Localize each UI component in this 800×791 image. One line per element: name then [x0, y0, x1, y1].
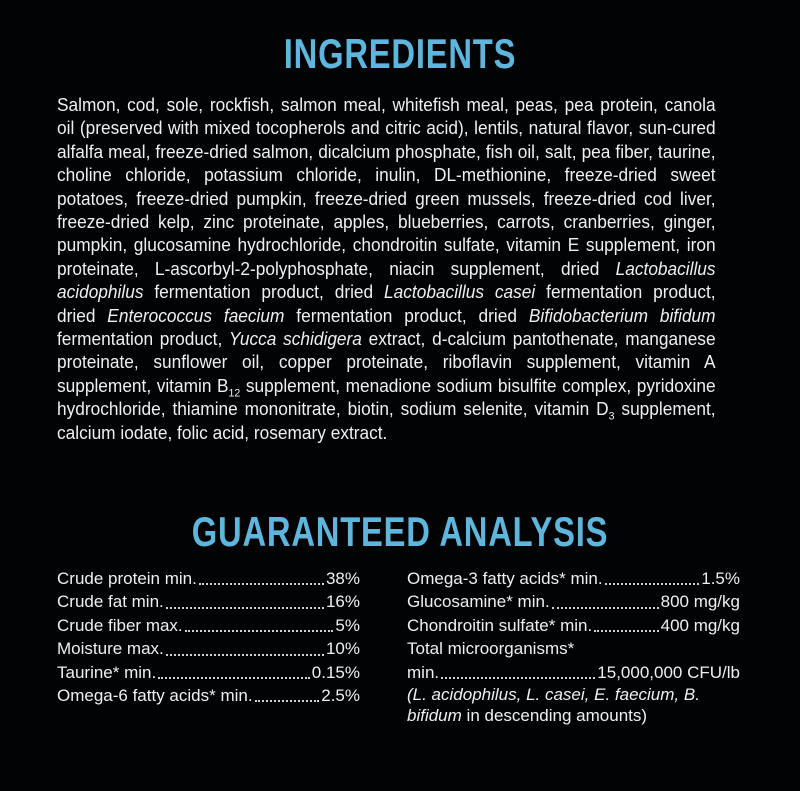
analysis-label: Omega-6 fatty acids* min.	[57, 686, 253, 706]
microorganisms-note	[407, 684, 740, 726]
analysis-row	[407, 661, 740, 684]
ingredients-heading: INGREDIENTS	[283, 30, 517, 77]
note-rest: in descending amounts)	[461, 706, 648, 726]
analysis-label: min.	[407, 662, 440, 682]
ingredient-italic-text: Lactobacillus acidophilus	[57, 258, 716, 303]
leader-dots	[199, 583, 324, 585]
ingredient-italic-text: Enterococcus faecium	[107, 305, 285, 326]
ingredient-text: fermentation product, dried	[284, 305, 529, 326]
analysis-label: Glucosamine* min.	[407, 592, 550, 612]
note-line: (L. acidophilus, L. casei, E. faecium, B.	[407, 685, 700, 705]
analysis-row	[57, 661, 360, 684]
subscript: 12	[228, 387, 241, 400]
analysis-label: Omega-3 fatty acids* min.	[407, 569, 603, 588]
analysis-label: Moisture max.	[57, 639, 164, 659]
analysis-value: 38%	[325, 569, 360, 588]
subscript: 3	[608, 410, 615, 423]
analysis-value: 400 mg/kg	[660, 615, 740, 635]
note-line	[407, 705, 740, 726]
ingredients-list	[57, 94, 716, 445]
ingredient-italic-text: Yucca schidigera	[229, 329, 362, 350]
leader-dots	[255, 700, 320, 702]
ingredient-text: extract, d-calcium pantothenate, manganese proteinate, sunflower oil, copper proteinate, riboflavin supplement, vitamin A supplement, vitamin B	[57, 329, 716, 396]
analysis-row	[57, 614, 360, 637]
ingredient-text: fermentation product,	[57, 329, 230, 350]
leader-dots	[185, 630, 334, 632]
ingredient-text: supplement, menadione sodium bisulfite complex, pyridoxine hydrochloride, thiamine mononitrate, biotin, sodium selenite, vitamin D	[57, 375, 716, 420]
note-italic: bifidum	[407, 706, 462, 726]
analysis-row	[57, 684, 360, 707]
ingredient-text: fermentation product, dried	[143, 282, 385, 303]
analysis-value: 5%	[335, 615, 360, 635]
analysis-row	[407, 567, 740, 590]
analysis-row	[57, 590, 360, 613]
leader-dots	[605, 583, 700, 585]
leader-dots	[552, 607, 659, 609]
ingredient-italic-text: Lactobacillus casei	[384, 282, 536, 303]
analysis-value: 0.15%	[311, 662, 360, 682]
leader-dots	[594, 630, 658, 632]
analysis-value: 2.5%	[321, 686, 360, 706]
analysis-value: 800 mg/kg	[660, 592, 740, 612]
guaranteed-analysis-heading: GUARANTEED ANALYSIS	[191, 508, 609, 555]
analysis-label: Crude fiber max.	[57, 615, 183, 635]
analysis-value: 10%	[325, 639, 360, 659]
analysis-row	[57, 637, 360, 660]
analysis-row	[407, 614, 740, 637]
leader-dots	[158, 677, 310, 679]
analysis-label: Chondroitin sulfate* min.	[407, 615, 593, 635]
analysis-value: 1.5%	[701, 569, 740, 588]
leader-dots	[166, 654, 324, 656]
ingredient-text: fermentation product, dried	[57, 282, 716, 326]
leader-dots	[166, 607, 324, 609]
leader-dots	[441, 677, 595, 679]
ingredient-text: Salmon, cod, sole, rockfish, salmon meal, whitefish meal, peas, pea protein, canola oil (preserved with mixed tocopherols and citric acid), lentils, natural flavor, sun-cured alfalfa meal, freeze-dried salmon, dicalcium phosphate, fish oil, salt, pea fiber, taurine, choline chloride, potassium chloride, inulin, DL-methionine, freeze-dried sweet potatoes, freeze-dried pumpkin, freeze-dried green mussels, freeze-dried cod liver, freeze-dried kelp, zinc proteinate, apples, blueberries, carrots, cranberries, ginger, pumpkin, glucosamine hydrochloride, chondroitin sulfate, vitamin E supplement, iron proteinate, L-ascorbyl-2-polyphosphate, niacin supplement, dried	[57, 95, 716, 279]
analysis-left-column	[57, 567, 360, 707]
analysis-right-column	[407, 567, 740, 726]
analysis-label: Crude fat min.	[57, 592, 164, 612]
analysis-value: 15,000,000 CFU/lb	[597, 662, 740, 682]
ingredient-text: supplement, calcium iodate, folic acid, rosemary extract.	[57, 399, 716, 443]
analysis-label: Crude protein min.	[57, 569, 197, 588]
analysis-row	[57, 567, 360, 590]
analysis-label: Taurine* min.	[57, 662, 157, 682]
microorganisms-label: Total microorganisms*	[407, 639, 575, 659]
analysis-value: 16%	[325, 592, 360, 612]
analysis-row	[407, 590, 740, 613]
ingredient-italic-text: Bifidobacterium bifidum	[528, 305, 716, 326]
